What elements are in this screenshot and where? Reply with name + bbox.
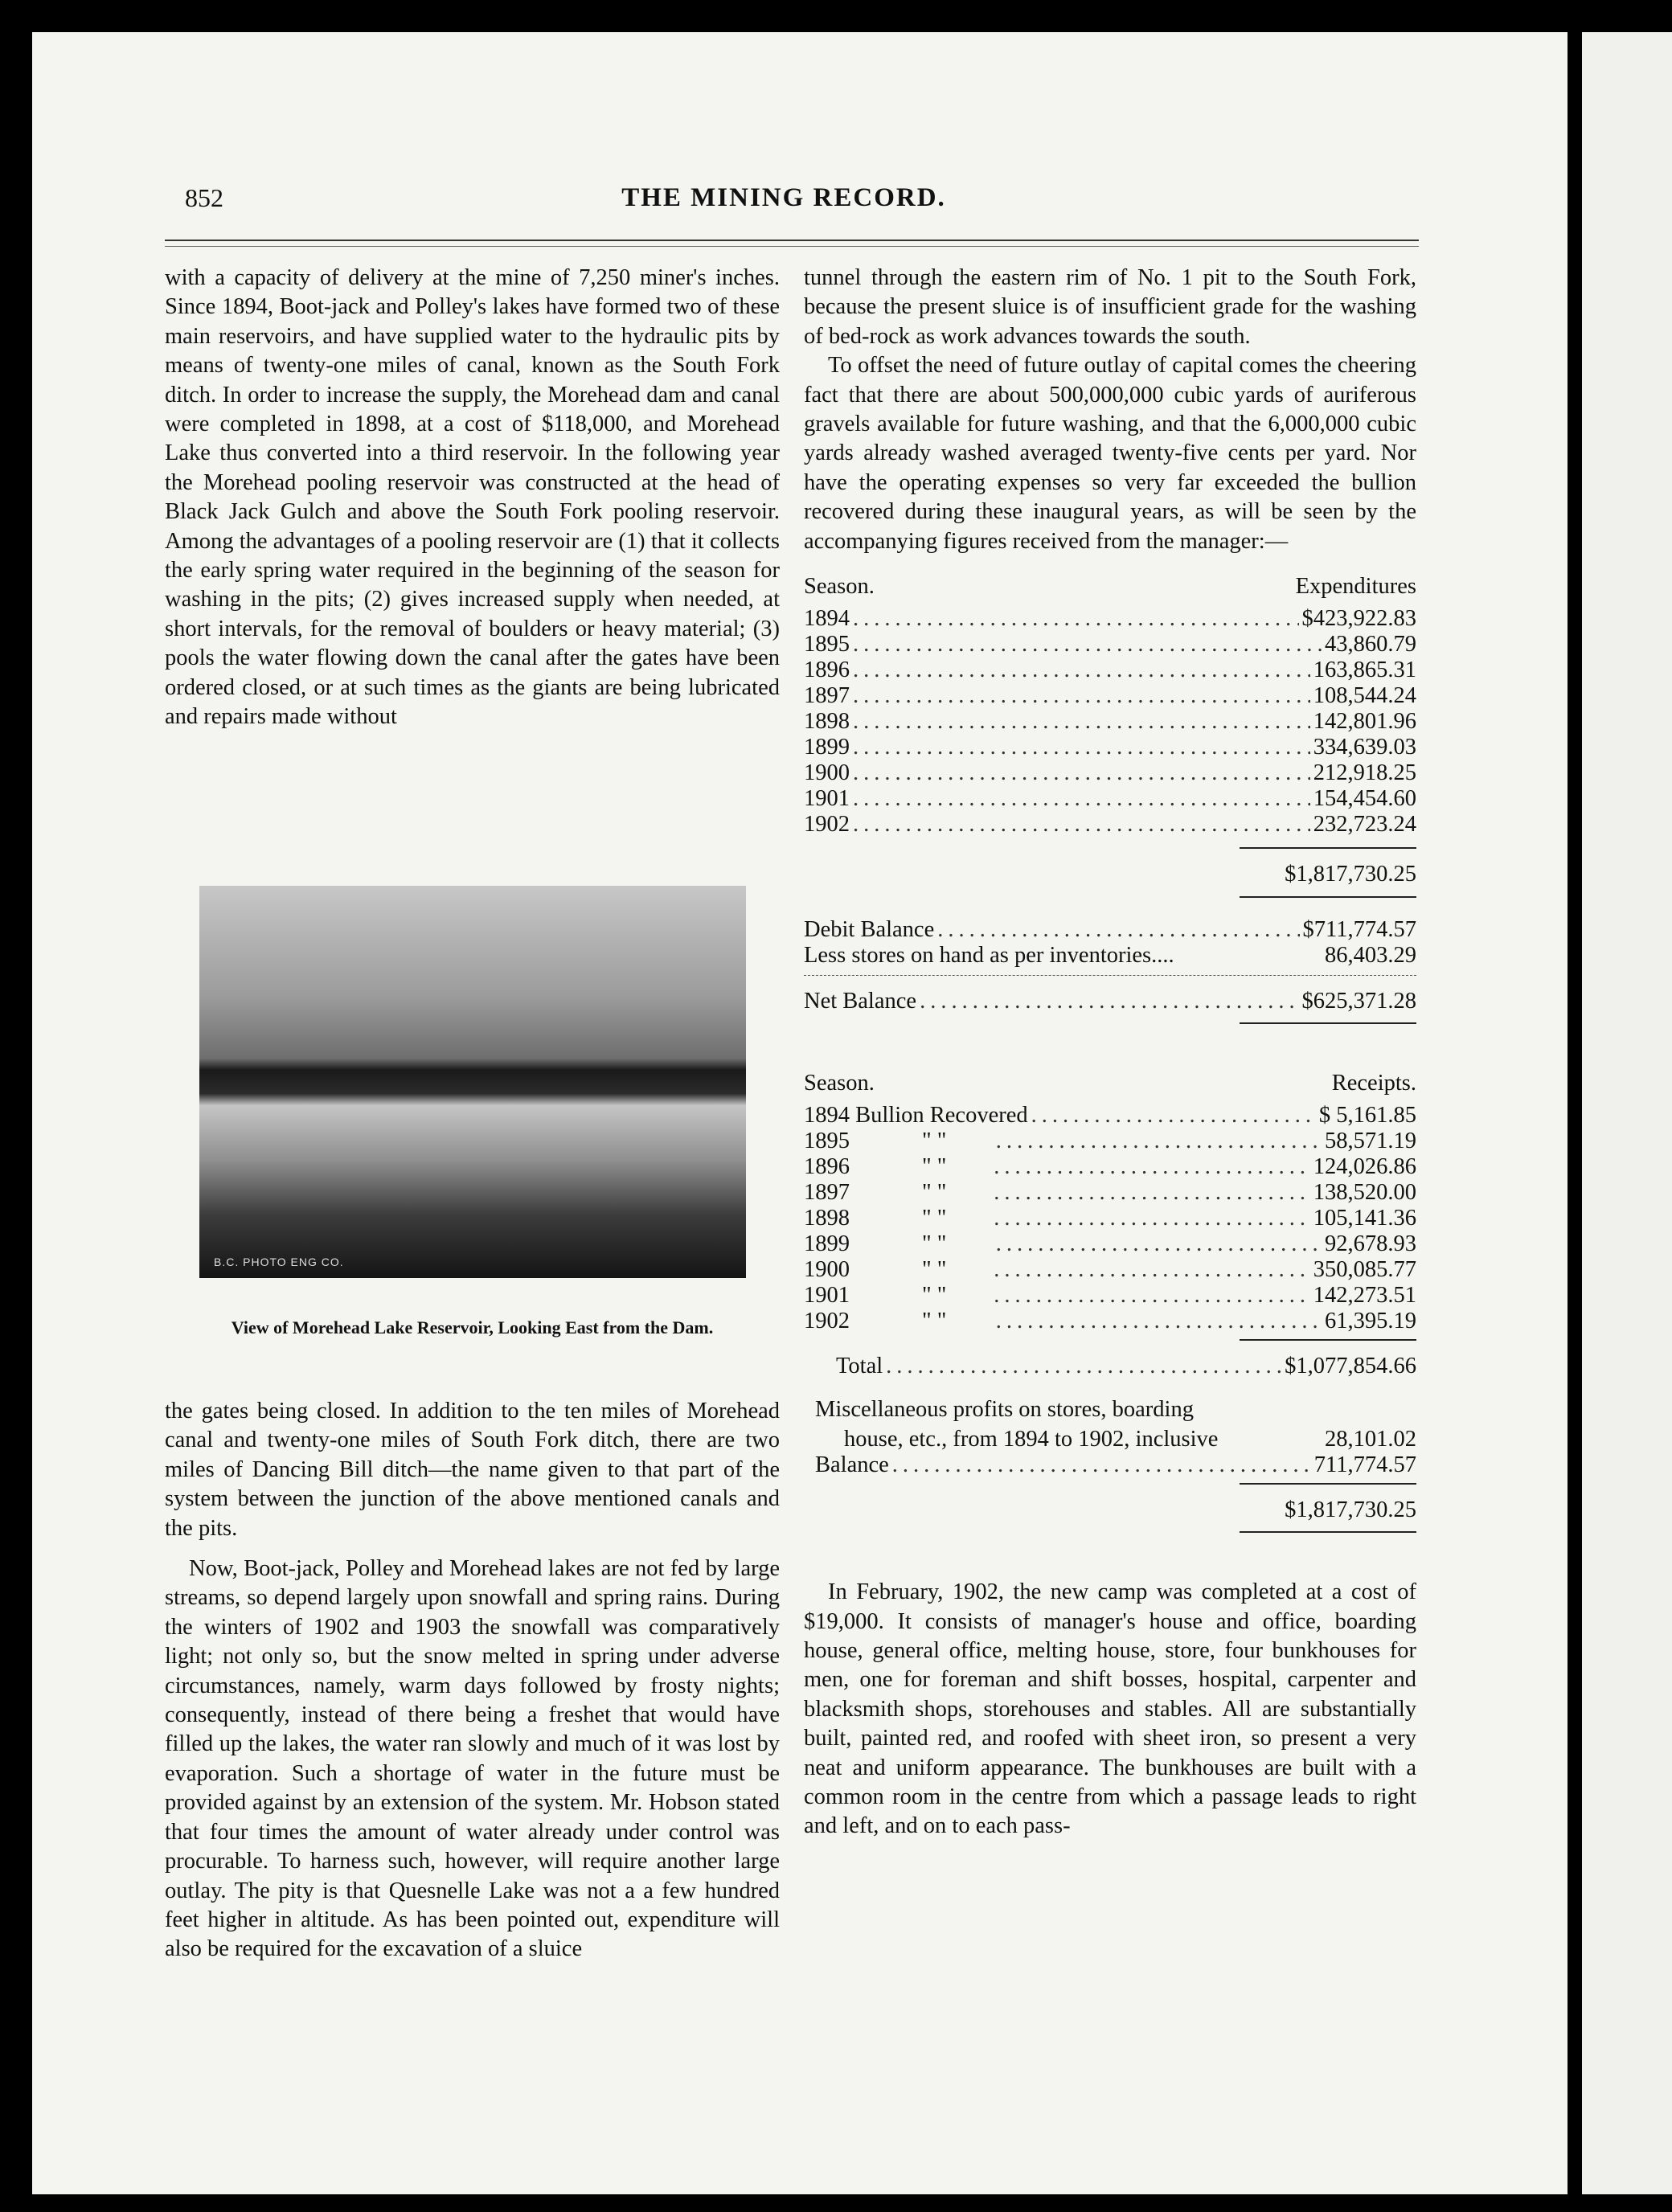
table-row: [804, 916, 1416, 941]
table-row: [804, 656, 1416, 682]
amount-cell: 212,918.25: [1313, 760, 1416, 786]
receipts-table: [804, 1069, 1416, 1533]
year-cell: 1899: [804, 735, 850, 760]
year-cell: 1896: [804, 1154, 850, 1180]
left-column-bottom: [165, 1397, 780, 1964]
debit-label: Debit Balance: [804, 916, 935, 942]
year-cell: 1895: [804, 632, 850, 657]
amount-cell: 124,026.86: [1313, 1154, 1416, 1180]
table-row: [804, 1281, 1416, 1307]
amount-cell: 138,520.00: [1313, 1180, 1416, 1206]
amount-cell: 61,395.19: [1325, 1309, 1416, 1334]
sum-rule: [1240, 1483, 1416, 1485]
next-page-edge: [1582, 32, 1672, 2194]
paragraph: Now, Boot-jack, Polley and Morehead lakes are not fed by large streams, so depend largely upon snowfall and spring rains. During the winters of 1902 and 1903 the snowfall was comparatively light; not only so, but the snow melted in spring under adverse circumstances, namely, warm days followed by frosty nights; consequently, instead of there being a freshet that would have filled up the lakes, the water ran slowly and much of it was lost by evaporation. Such a shortage of water in the future must be provided against by an extension of the system. Mr. Hobson stated that four times the amount of water already under control was procurable. To harness such, however, will require another large outlay. The pity is that Quesnelle Lake was not a a few hundred feet higher in altitude. As has been pointed out, expenditure will also be required for the excavation of a sluice: [165, 1556, 780, 1962]
table-header: [804, 1069, 1416, 1098]
table-row: [804, 1352, 1416, 1378]
year-cell: 1894: [804, 606, 850, 632]
table-row: [804, 941, 1416, 967]
receipts-header: Receipts.: [1331, 1070, 1416, 1096]
year-cell: 1902: [804, 1309, 850, 1334]
year-cell: 1896: [804, 657, 850, 683]
lake-photo: [199, 886, 746, 1278]
year-cell: 1900: [804, 760, 850, 786]
amount-cell: 142,273.51: [1313, 1283, 1416, 1309]
year-cell: 1897: [804, 683, 850, 709]
left-column-top: [165, 264, 780, 732]
page-header: [153, 183, 1415, 223]
running-title: THE MINING RECORD.: [621, 183, 946, 212]
right-column: [804, 264, 1416, 1841]
expenditures-total: $1,817,730.25: [1285, 862, 1416, 887]
balance-label: Balance: [815, 1452, 889, 1477]
table-row: [804, 1153, 1416, 1178]
table-row: [804, 1127, 1416, 1153]
table-row: [804, 604, 1416, 630]
misc-value: 28,101.02: [1325, 1426, 1416, 1452]
page-number: 852: [185, 183, 223, 212]
ditto-cell: " ": [922, 1283, 947, 1309]
net-label: Net Balance: [804, 988, 917, 1014]
stores-label: Less stores on hand as per inventories....: [804, 942, 1174, 968]
total-value: $1,077,854.66: [1285, 1354, 1416, 1379]
total-label: Total: [836, 1354, 883, 1379]
table-row: [804, 1101, 1416, 1127]
expenditures-rows: [804, 604, 1416, 836]
balance-value: 711,774.57: [1313, 1452, 1416, 1477]
amount-cell: 350,085.77: [1313, 1257, 1416, 1283]
year-cell: 1902: [804, 812, 850, 838]
photo-credit: B.C. PHOTO ENG CO.: [214, 1256, 344, 1268]
paragraph: To offset the need of future outlay of capital comes the cheering fact that there are about 500,000,000 cubic yards of auriferous gravels available for future washing, and that the 6,000,000 cubic yards already washed averaged twenty-five cents per yard. Nor have the operating expenses so very far exceeded the bullion recovered during these inaugural years, as will be seen by the accompanying figures received from the manager:—: [804, 353, 1416, 554]
paragraph: tunnel through the eastern rim of No. 1 pit to the South Fork, because the present sluice is of insufficient grade for the washing of bed-rock as work advances towards the south.: [804, 265, 1416, 349]
table-row: [804, 682, 1416, 707]
year-cell: 1898: [804, 709, 850, 735]
ditto-cell: " ": [922, 1154, 947, 1180]
debit-value: $711,774.57: [1302, 916, 1416, 942]
photo-caption: View of Morehead Lake Reservoir, Looking East from the Dam.: [231, 1317, 714, 1337]
ditto-cell: " ": [922, 1231, 947, 1257]
paragraph: the gates being closed. In addition to the ten miles of Morehead canal and twenty-one miles of South Fork ditch, there are two miles of Dancing Bill ditch—the name given to that part of the system between the junction of the above mentioned canals and the pits.: [165, 1399, 780, 1541]
amount-cell: 142,801.96: [1313, 709, 1416, 735]
header-rule: [165, 240, 1419, 247]
table-row: [804, 1204, 1416, 1230]
table-row: [804, 784, 1416, 810]
season-header: Season.: [804, 1070, 875, 1096]
table-row: [804, 810, 1416, 836]
table-row: [804, 1178, 1416, 1204]
year-cell: 1898: [804, 1206, 850, 1231]
table-row: [804, 987, 1416, 1013]
sum-rule: [804, 975, 1416, 976]
year-cell: 1899: [804, 1231, 850, 1257]
sum-rule: [1240, 1339, 1416, 1341]
year-cell: 1897: [804, 1180, 850, 1206]
receipts-rows: [804, 1127, 1416, 1333]
table-row: [804, 630, 1416, 656]
sum-rule: [1240, 1022, 1416, 1024]
ditto-cell: " ": [922, 1180, 947, 1206]
table-row: [804, 1256, 1416, 1281]
amount-cell: 232,723.24: [1313, 812, 1416, 838]
table-row: [804, 707, 1416, 733]
ditto-cell: " ": [922, 1129, 947, 1154]
table-row: [804, 1451, 1416, 1477]
ditto-cell: " ": [922, 1309, 947, 1334]
table-row: [804, 759, 1416, 784]
sum-rule: [1240, 847, 1416, 849]
amount-cell: 163,865.31: [1313, 657, 1416, 683]
amount-cell: 334,639.03: [1313, 735, 1416, 760]
table-header: [804, 572, 1416, 601]
net-value: $625,371.28: [1301, 988, 1416, 1014]
grand-total: $1,817,730.25: [1285, 1497, 1416, 1522]
amount-cell: $423,922.83: [1301, 606, 1416, 632]
misc-label-1: Miscellaneous profits on stores, boarding: [815, 1397, 1194, 1423]
ditto-cell: " ": [922, 1206, 947, 1231]
year-cell: 1895: [804, 1129, 850, 1154]
paragraph: with a capacity of delivery at the mine of 7,250 miner's inches. Since 1894, Boot-jack and Polley's lakes have formed two of these main reservoirs, and have supplied water to the hydraulic pits by means of twenty-one miles of canal, known as the South Fork ditch. In order to increase the supply, the Morehead dam and canal were completed in 1898, at a cost of $118,000, and Morehead Lake thus converted into a third reservoir. In the following year the Morehead pooling reservoir was constructed at the head of Black Jack Gulch and above the South Fork pooling reservoir. Among the advantages of a pooling reservoir are (1) that it collects the early spring water required in the beginning of the season for washing in the pits; (2) gives increased supply when needed, at short intervals, for the removal of boulders or heavy material; (3) pools the water flowing down the canal after the gates have been ordered closed, or at such times as the giants are being lubricated and repairs made without: [165, 265, 780, 730]
table-row: [804, 733, 1416, 759]
bullion-label: 1894 Bullion Recovered: [804, 1103, 1028, 1129]
amount-cell: 154,454.60: [1313, 786, 1416, 812]
table-row: [804, 1425, 1416, 1451]
amount-cell: 43,860.79: [1325, 632, 1416, 657]
amount-cell: 108,544.24: [1313, 683, 1416, 709]
amount-cell: 92,678.93: [1325, 1231, 1416, 1257]
expenditures-table: [804, 572, 1416, 1024]
season-header: Season.: [804, 574, 875, 600]
year-cell: 1901: [804, 786, 850, 812]
year-cell: 1900: [804, 1257, 850, 1283]
bullion-value: $ 5,161.85: [1318, 1103, 1416, 1129]
stores-value: 86,403.29: [1325, 942, 1416, 968]
year-cell: 1901: [804, 1283, 850, 1309]
amount-cell: 105,141.36: [1313, 1206, 1416, 1231]
paragraph: In February, 1902, the new camp was completed at a cost of $19,000. It consists of manager's house and office, boarding house, general office, melting house, store, four bunkhouses for men, one for foreman and shift bosses, hospital, carpenter and blacksmith shops, storehouses and stables. All are substantially built, painted red, and roofed with sheet iron, so present a very neat and uniform appearance. The bunkhouses are built with a common room in the centre from which a passage leads to right and left, and on to each pass-: [804, 1579, 1416, 1839]
table-row: [804, 1307, 1416, 1333]
misc-label-2: house, etc., from 1894 to 1902, inclusive: [844, 1426, 1219, 1452]
ditto-cell: " ": [922, 1257, 947, 1283]
table-row: [804, 1230, 1416, 1256]
sum-rule: [1240, 1531, 1416, 1533]
amount-cell: 58,571.19: [1325, 1129, 1416, 1154]
expenditures-header: Expenditures: [1295, 574, 1416, 600]
